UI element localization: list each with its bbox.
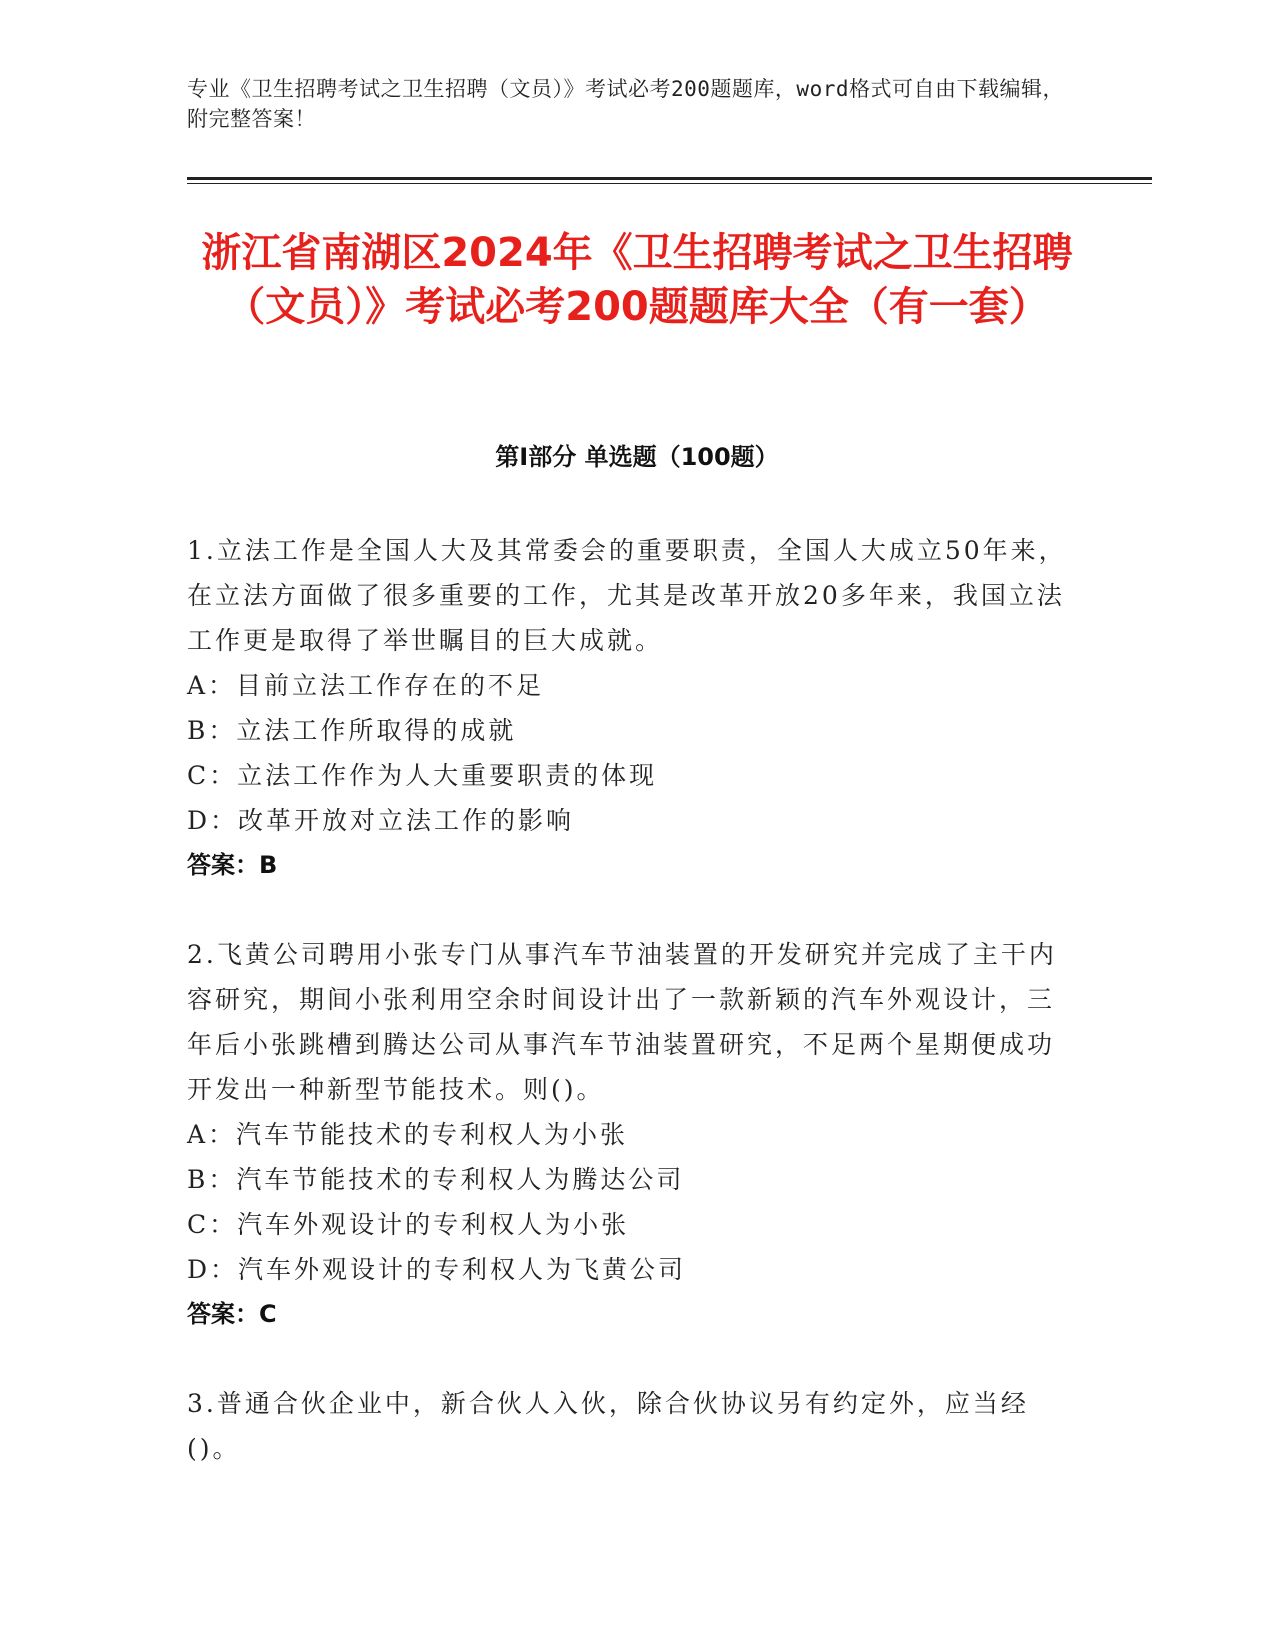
option-b: B：立法工作所取得的成就 [187, 716, 517, 745]
question-list [187, 528, 1067, 1515]
option-c: C：汽车外观设计的专利权人为小张 [187, 1210, 630, 1239]
question-stem: 1.立法工作是全国人大及其常委会的重要职责，全国人大成立50年来，在立法方面做了很多重要的工作，尤其是改革开放20多年来，我国立法工作更是取得了举世瞩目的巨大成就。 [187, 536, 1067, 655]
header-note: 专业《卫生招聘考试之卫生招聘（文员）》考试必考200题题库，word格式可自由下载编辑，附完整答案！ [187, 77, 1064, 131]
question-stem: 2.飞黄公司聘用小张专门从事汽车节油装置的开发研究并完成了主干内容研究，期间小张利用空余时间设计出了一款新颖的汽车外观设计，三年后小张跳槽到腾达公司从事汽车节油装置研究，不足两个星期便成功开发出一种新型节能技术。则()。 [187, 940, 1057, 1104]
question-stem: 3.普通合伙企业中，新合伙人入伙，除合伙协议另有约定外，应当经()。 [187, 1389, 1029, 1463]
option-b: B：汽车节能技术的专利权人为腾达公司 [187, 1165, 685, 1194]
question-item [187, 932, 1067, 1337]
section-heading: 第Ⅰ部分 单选题（100题） [495, 443, 779, 471]
answer-line: 答案：B [187, 851, 278, 879]
header-divider-thick [187, 177, 1152, 180]
header-divider-thin [187, 183, 1152, 184]
question-item [187, 1381, 1067, 1471]
option-d: D：改革开放对立法工作的影响 [187, 806, 575, 835]
option-c: C：立法工作作为人大重要职责的体现 [187, 761, 658, 790]
option-d: D：汽车外观设计的专利权人为飞黄公司 [187, 1255, 687, 1284]
option-a: A：目前立法工作存在的不足 [187, 671, 545, 700]
option-a: A：汽车节能技术的专利权人为小张 [187, 1120, 629, 1149]
document-title: 浙江省南湖区2024年《卫生招聘考试之卫生招聘（文员）》考试必考200题题库大全（有一套） [201, 230, 1073, 330]
question-item [187, 528, 1067, 888]
answer-line: 答案：C [187, 1300, 277, 1328]
